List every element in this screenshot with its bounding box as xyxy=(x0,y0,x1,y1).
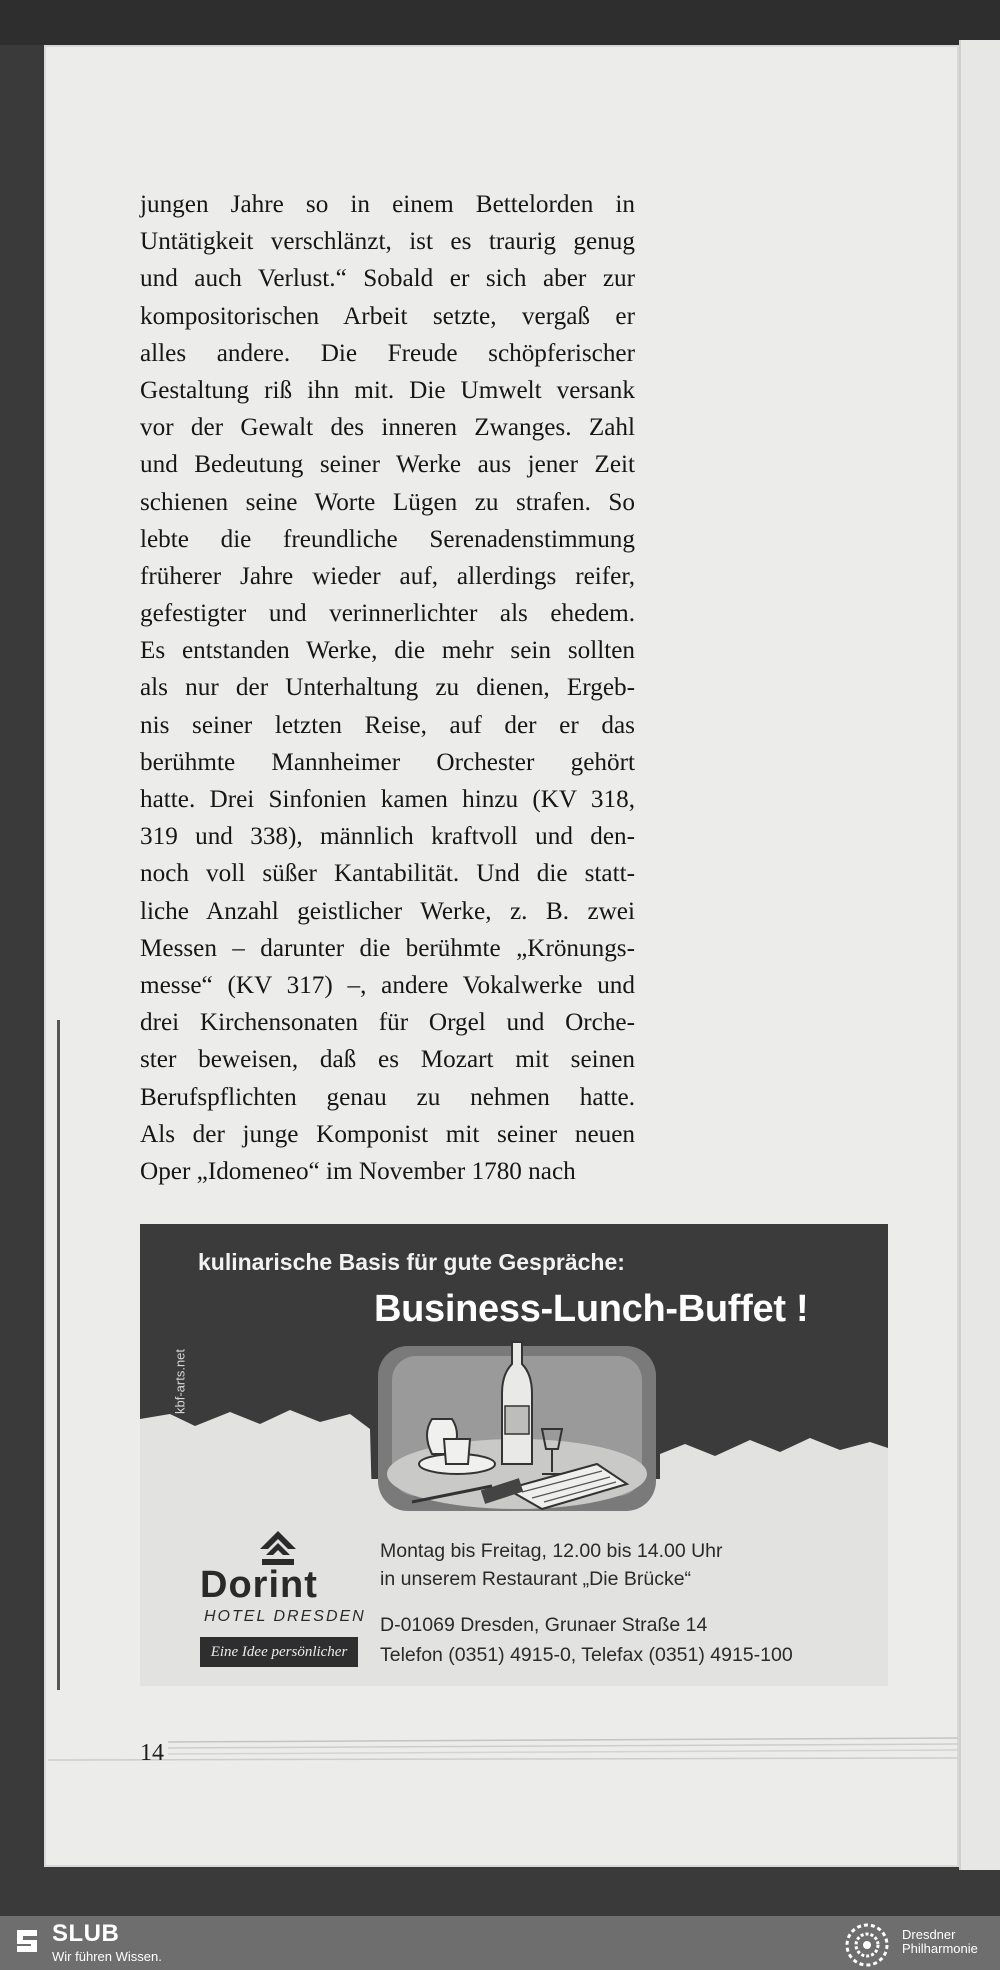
library-name[interactable]: SLUB xyxy=(52,1920,120,1947)
article-text xyxy=(140,186,635,1190)
article-line: Gestaltung riß ihn mit. Die Umwelt versank xyxy=(140,376,635,404)
ad-phone: Telefon (0351) 4915-0, Telefax (0351) 4915-100 xyxy=(380,1644,793,1666)
article-line: ster beweisen, daß es Mozart mit seinen xyxy=(140,1046,635,1074)
article-line: und Bedeutung seiner Werke aus jener Zeit xyxy=(140,451,635,479)
article-line: gefestigter und verinnerlichter als ehedem. xyxy=(140,600,635,628)
article-line: Als der junge Komponist mit seiner neuen xyxy=(140,1120,635,1148)
ad-credit: kbf-arts.net xyxy=(172,1348,188,1415)
article-line: jungen Jahre so in einem Bettelorden in xyxy=(140,191,635,218)
article-line: und auch Verlust.“ Sobald er sich aber zur xyxy=(140,265,635,293)
article-line: vor der Gewalt des inneren Zwanges. Zahl xyxy=(140,414,635,442)
article-line: berühmte Mannheimer Orchester gehört xyxy=(140,748,635,776)
article-line: schienen seine Worte Lügen zu strafen. So xyxy=(140,488,635,516)
article-line: 319 und 338), männlich kraftvoll und den- xyxy=(140,823,635,851)
table-setting-illustration xyxy=(372,1334,662,1519)
ad-brand-subtitle: HOTEL DRESDEN xyxy=(204,1608,366,1625)
article-line: Berufspflichten genau zu nehmen hatte. xyxy=(140,1083,635,1111)
scan-background-top xyxy=(0,0,1000,45)
article-line: Untätigkeit verschlänzt, ist es traurig genug xyxy=(140,228,635,256)
decorative-rules xyxy=(48,1732,958,1772)
advertisement xyxy=(140,1224,888,1686)
article-line: Oper „Idomeneo“ im November 1780 nach xyxy=(140,1157,576,1185)
ad-brand-name: Dorint xyxy=(200,1564,318,1606)
article-line: noch voll süßer Kantabilität. Und die statt- xyxy=(140,860,635,888)
dorint-logo-icon xyxy=(256,1529,300,1569)
article-line: Es entstanden Werke, die mehr sein sollten xyxy=(140,637,635,665)
article-line: drei Kirchensonaten für Orgel und Orche- xyxy=(140,1009,635,1037)
article-line: Messen – darunter die berühmte „Krönungs- xyxy=(140,934,635,962)
article-line: kompositorischen Arbeit setzte, vergaß er xyxy=(140,302,635,330)
article-line: liche Anzahl geistlicher Werke, z. B. zwei xyxy=(140,897,635,925)
ad-tagline: kulinarische Basis für gute Gespräche: xyxy=(198,1249,625,1275)
library-tagline: Wir führen Wissen. xyxy=(52,1949,162,1964)
article-line: als nur der Unterhaltung zu dienen, Ergeb- xyxy=(140,674,635,702)
article-line: nis seiner letzten Reise, auf der er das xyxy=(140,711,635,739)
page-number: 14 xyxy=(140,1740,164,1766)
article-line: lebte die freundliche Serenadenstimmung xyxy=(140,525,635,553)
partner-name[interactable]: Dresdner Philharmonie xyxy=(902,1927,978,1956)
ad-headline: Business-Lunch-Buffet ! xyxy=(374,1288,809,1330)
ad-slogan: Eine Idee persönlicher xyxy=(200,1637,358,1667)
article-line: früherer Jahre wieder auf, allerdings reifer, xyxy=(140,562,635,590)
adjacent-page-edge xyxy=(959,40,1000,1870)
ad-hours-line-2: in unserem Restaurant „Die Brücke“ xyxy=(380,1568,692,1590)
ad-address: D-01069 Dresden, Grunaer Straße 14 xyxy=(380,1614,708,1636)
footer-bar xyxy=(0,1916,1000,1970)
binding-shadow xyxy=(57,1020,60,1690)
article-line: messe“ (KV 317) –, andere Vokalwerke und xyxy=(140,971,635,999)
article-line: hatte. Drei Sinfonien kamen hinzu (KV 318, xyxy=(140,786,635,813)
ad-hours-line-1: Montag bis Freitag, 12.00 bis 14.00 Uhr xyxy=(380,1540,723,1562)
article-line: alles andere. Die Freude schöpferischer xyxy=(140,339,635,367)
slub-logo-icon xyxy=(14,1926,40,1956)
philharmonie-logo-icon[interactable] xyxy=(842,1920,892,1970)
